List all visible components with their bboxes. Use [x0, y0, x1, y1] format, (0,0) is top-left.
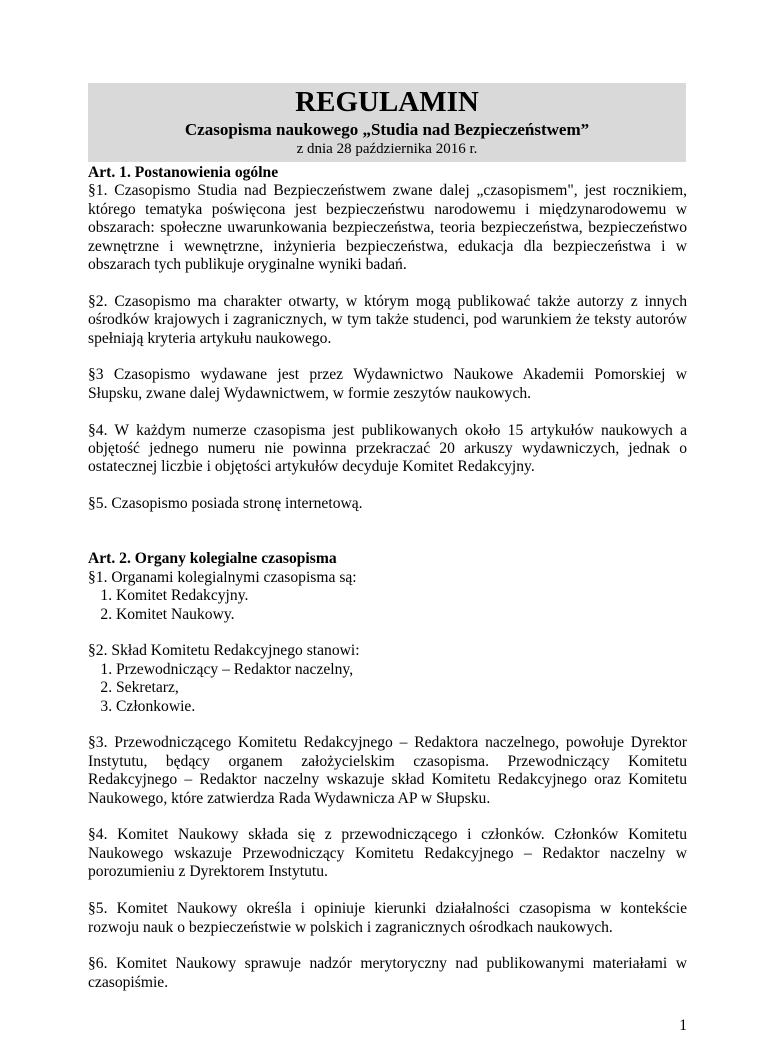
art1-para-4: §4. W każdym numerze czasopisma jest publikowanych około 15 artykułów naukowych a objętość jednego numeru nie powinna przekraczać 20 arkuszy wydawniczych, jednak o ostatecznej liczbie i objętości artykułów decyduje Komitet Redakcyjny. — [88, 421, 687, 476]
art1-heading: Art. 1. Postanowienia ogólne — [88, 164, 279, 181]
list-item: 2. Sekretarz, — [116, 679, 687, 697]
document-body — [88, 164, 687, 992]
document-subtitle: Czasopisma naukowego „Studia nad Bezpieczeństwem” — [184, 120, 590, 139]
art2-para-5: §5. Komitet Naukowy określa i opiniuje kierunki działalności czasopisma w kontekście rozwoju nauk o bezpieczeństwie w polskich i zagranicznych ośrodkach naukowych. — [88, 900, 687, 936]
art2-para-4: §4. Komitet Naukowy składa się z przewodniczącego i członków. Członków Komitetu Naukowego wskazuje Przewodniczący Komitetu Redakcyjnego – Redaktor naczelny w porozumieniu z Dyrektorem Instytutu. — [88, 826, 687, 881]
art1-para-2: §2. Czasopismo ma charakter otwarty, w którym mogą publikować także autorzy z innych ośrodków krajowych i zagranicznych, w tym także studenci, pod warunkiem że teksty autorów spełniają kryteria artykułu naukowego. — [88, 292, 687, 347]
art1-para-5: §5. Czasopismo posiada stronę internetową. — [88, 495, 363, 513]
document-title: REGULAMIN — [295, 86, 479, 118]
list-item: 1. Przewodniczący – Redaktor naczelny, — [116, 661, 687, 679]
art1-para-3: §3 Czasopismo wydawane jest przez Wydawnictwo Naukowe Akademii Pomorskiej w Słupsku, zwane dalej Wydawnictwem, w formie zeszytów naukowych. — [88, 366, 687, 402]
spacer — [88, 532, 687, 550]
art2-para-1: §1. Organami kolegialnymi czasopisma są: — [88, 568, 357, 586]
committee-list — [88, 661, 687, 716]
header-box — [88, 83, 686, 162]
art1-para-1: §1. Czasopismo Studia nad Bezpieczeństwem zwane dalej „czasopismem", jest rocznikiem, którego tematyka poświęcona jest bezpieczeństwu narodowemu i międzynarodowemu w obszarach: społeczne uwarunkowania bezpieczeństwa, teoria bezpieczeństwa, bezpieczeństwo zewnętrzne i wewnętrzne, inżynieria bezpieczeństwa, edukacja dla bezpieczeństwa i w obszarach tych publikuje oryginalne wyniki badań. — [88, 182, 687, 274]
organs-list — [88, 587, 687, 624]
art2-para-6: §6. Komitet Naukowy sprawuje nadzór merytoryczny nad publikowanymi materiałami w czasopiśmie. — [88, 955, 687, 991]
art2-heading: Art. 2. Organy kolegialne czasopisma — [88, 550, 337, 568]
list-item: 3. Członkowie. — [116, 698, 687, 716]
art2-para-2: §2. Skład Komitetu Redakcyjnego stanowi: — [88, 642, 360, 660]
art2-para-3: §3. Przewodniczącego Komitetu Redakcyjnego – Redaktora naczelnego, powołuje Dyrektor Instytutu, będący organem założycielskim czasopisma. Przewodniczący Komitetu Redakcyjnego – Redaktor naczelny wskazuje skład Komitetu Redakcyjnego oraz Komitetu Naukowego, które zatwierdza Rada Wydawnicza AP w Słupsku. — [88, 734, 687, 807]
list-item: 2. Komitet Naukowy. — [116, 606, 687, 624]
page-number: 1 — [679, 1016, 687, 1034]
list-item: 1. Komitet Redakcyjny. — [116, 587, 687, 605]
document-header — [88, 0, 686, 162]
document-date: z dnia 28 października 2016 r. — [296, 141, 478, 157]
